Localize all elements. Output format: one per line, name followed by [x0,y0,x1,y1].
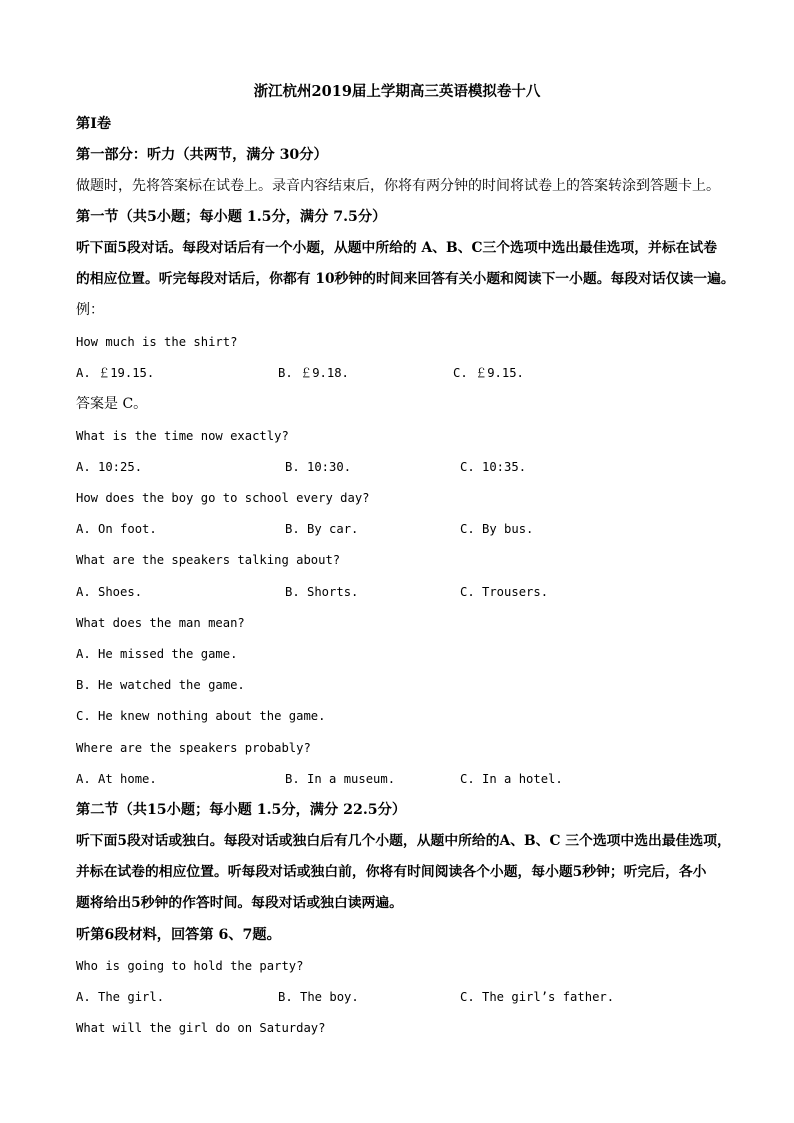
question-2-option-b: B. By car. [285,522,359,536]
example-option-c: C. ￡9.15. [453,366,524,380]
question-1-option-a: A. 10:25. [76,460,143,474]
example-answer: 答案是 C。 [76,396,148,412]
question-1-option-c: C. 10:35. [460,460,527,474]
page-title: 浙江杭州2019届上学期高三英语模拟卷十八 [253,83,541,100]
section1-description-line1: 听下面5段对话。每段对话后有一个小题，从题中所给的 A、B、C三个选项中选出最佳选项，并标在试卷 [76,240,718,256]
example-question: How much is the shirt? [76,335,238,349]
question-5-option-b: B. In a museum. [285,772,396,786]
example-option-b: B. ￡9.18. [278,366,349,380]
example-option-a: A. ￡19.15. [76,366,155,380]
question-4-option-a: A. He missed the game. [76,647,238,661]
question-1: What is the time now exactly? [76,429,289,443]
instruction-text: 做题时，先将答案标在试卷上。录音内容结束后，你将有两分钟的时间将试卷上的答案转涂到答题卡上。 [76,178,720,194]
question-5: Where are the speakers probably? [76,741,311,755]
section1-description-line2: 的相应位置。听完每段对话后，你都有 10秒钟的时间来回答有关小题和阅读下一小题。每段对话仅读一遍。 [76,271,735,287]
section2-heading: 第二节（共15小题；每小题 1.5分，满分 22.5分） [76,802,407,818]
material-6-heading: 听第6段材料，回答第 6、7题。 [76,927,281,943]
section2-description-line3: 题将给出5秒钟的作答时间。每段对话或独白读两遍。 [76,895,403,911]
question-7: What will the girl do on Saturday? [76,1021,326,1035]
question-6: Who is going to hold the party? [76,959,304,973]
question-3-option-a: A. Shoes. [76,585,143,599]
question-2: How does the boy go to school every day? [76,491,370,505]
question-5-option-a: A. At home. [76,772,157,786]
part1-heading: 第一部分：听力（共两节，满分 30分） [76,147,328,163]
question-5-option-c: C. In a hotel. [460,772,563,786]
question-6-option-c: C. The girl’s father. [460,990,615,1004]
volume-heading: 第Ⅰ卷 [76,116,112,132]
section2-description-line1: 听下面5段对话或独白。每段对话或独白后有几个小题，从题中所给的A、B、C 三个选项中选出最佳选项， [76,833,731,849]
example-label: 例： [76,302,104,318]
question-2-option-a: A. On foot. [76,522,157,536]
question-3: What are the speakers talking about? [76,553,341,567]
section2-description-line2: 并标在试卷的相应位置。听每段对话或独白前，你将有时间阅读各个小题，每小题5秒钟；听完后，各小 [76,864,707,880]
question-6-option-b: B. The boy. [278,990,359,1004]
question-4-option-b: B. He watched the game. [76,678,245,692]
question-6-option-a: A. The girl. [76,990,165,1004]
section1-heading: 第一节（共5小题；每小题 1.5分，满分 7.5分） [76,209,387,225]
question-4-option-c: C. He knew nothing about the game. [76,709,326,723]
question-3-option-b: B. Shorts. [285,585,359,599]
question-1-option-b: B. 10:30. [285,460,352,474]
question-3-option-c: C. Trousers. [460,585,549,599]
question-4: What does the man mean? [76,616,245,630]
question-2-option-c: C. By bus. [460,522,534,536]
